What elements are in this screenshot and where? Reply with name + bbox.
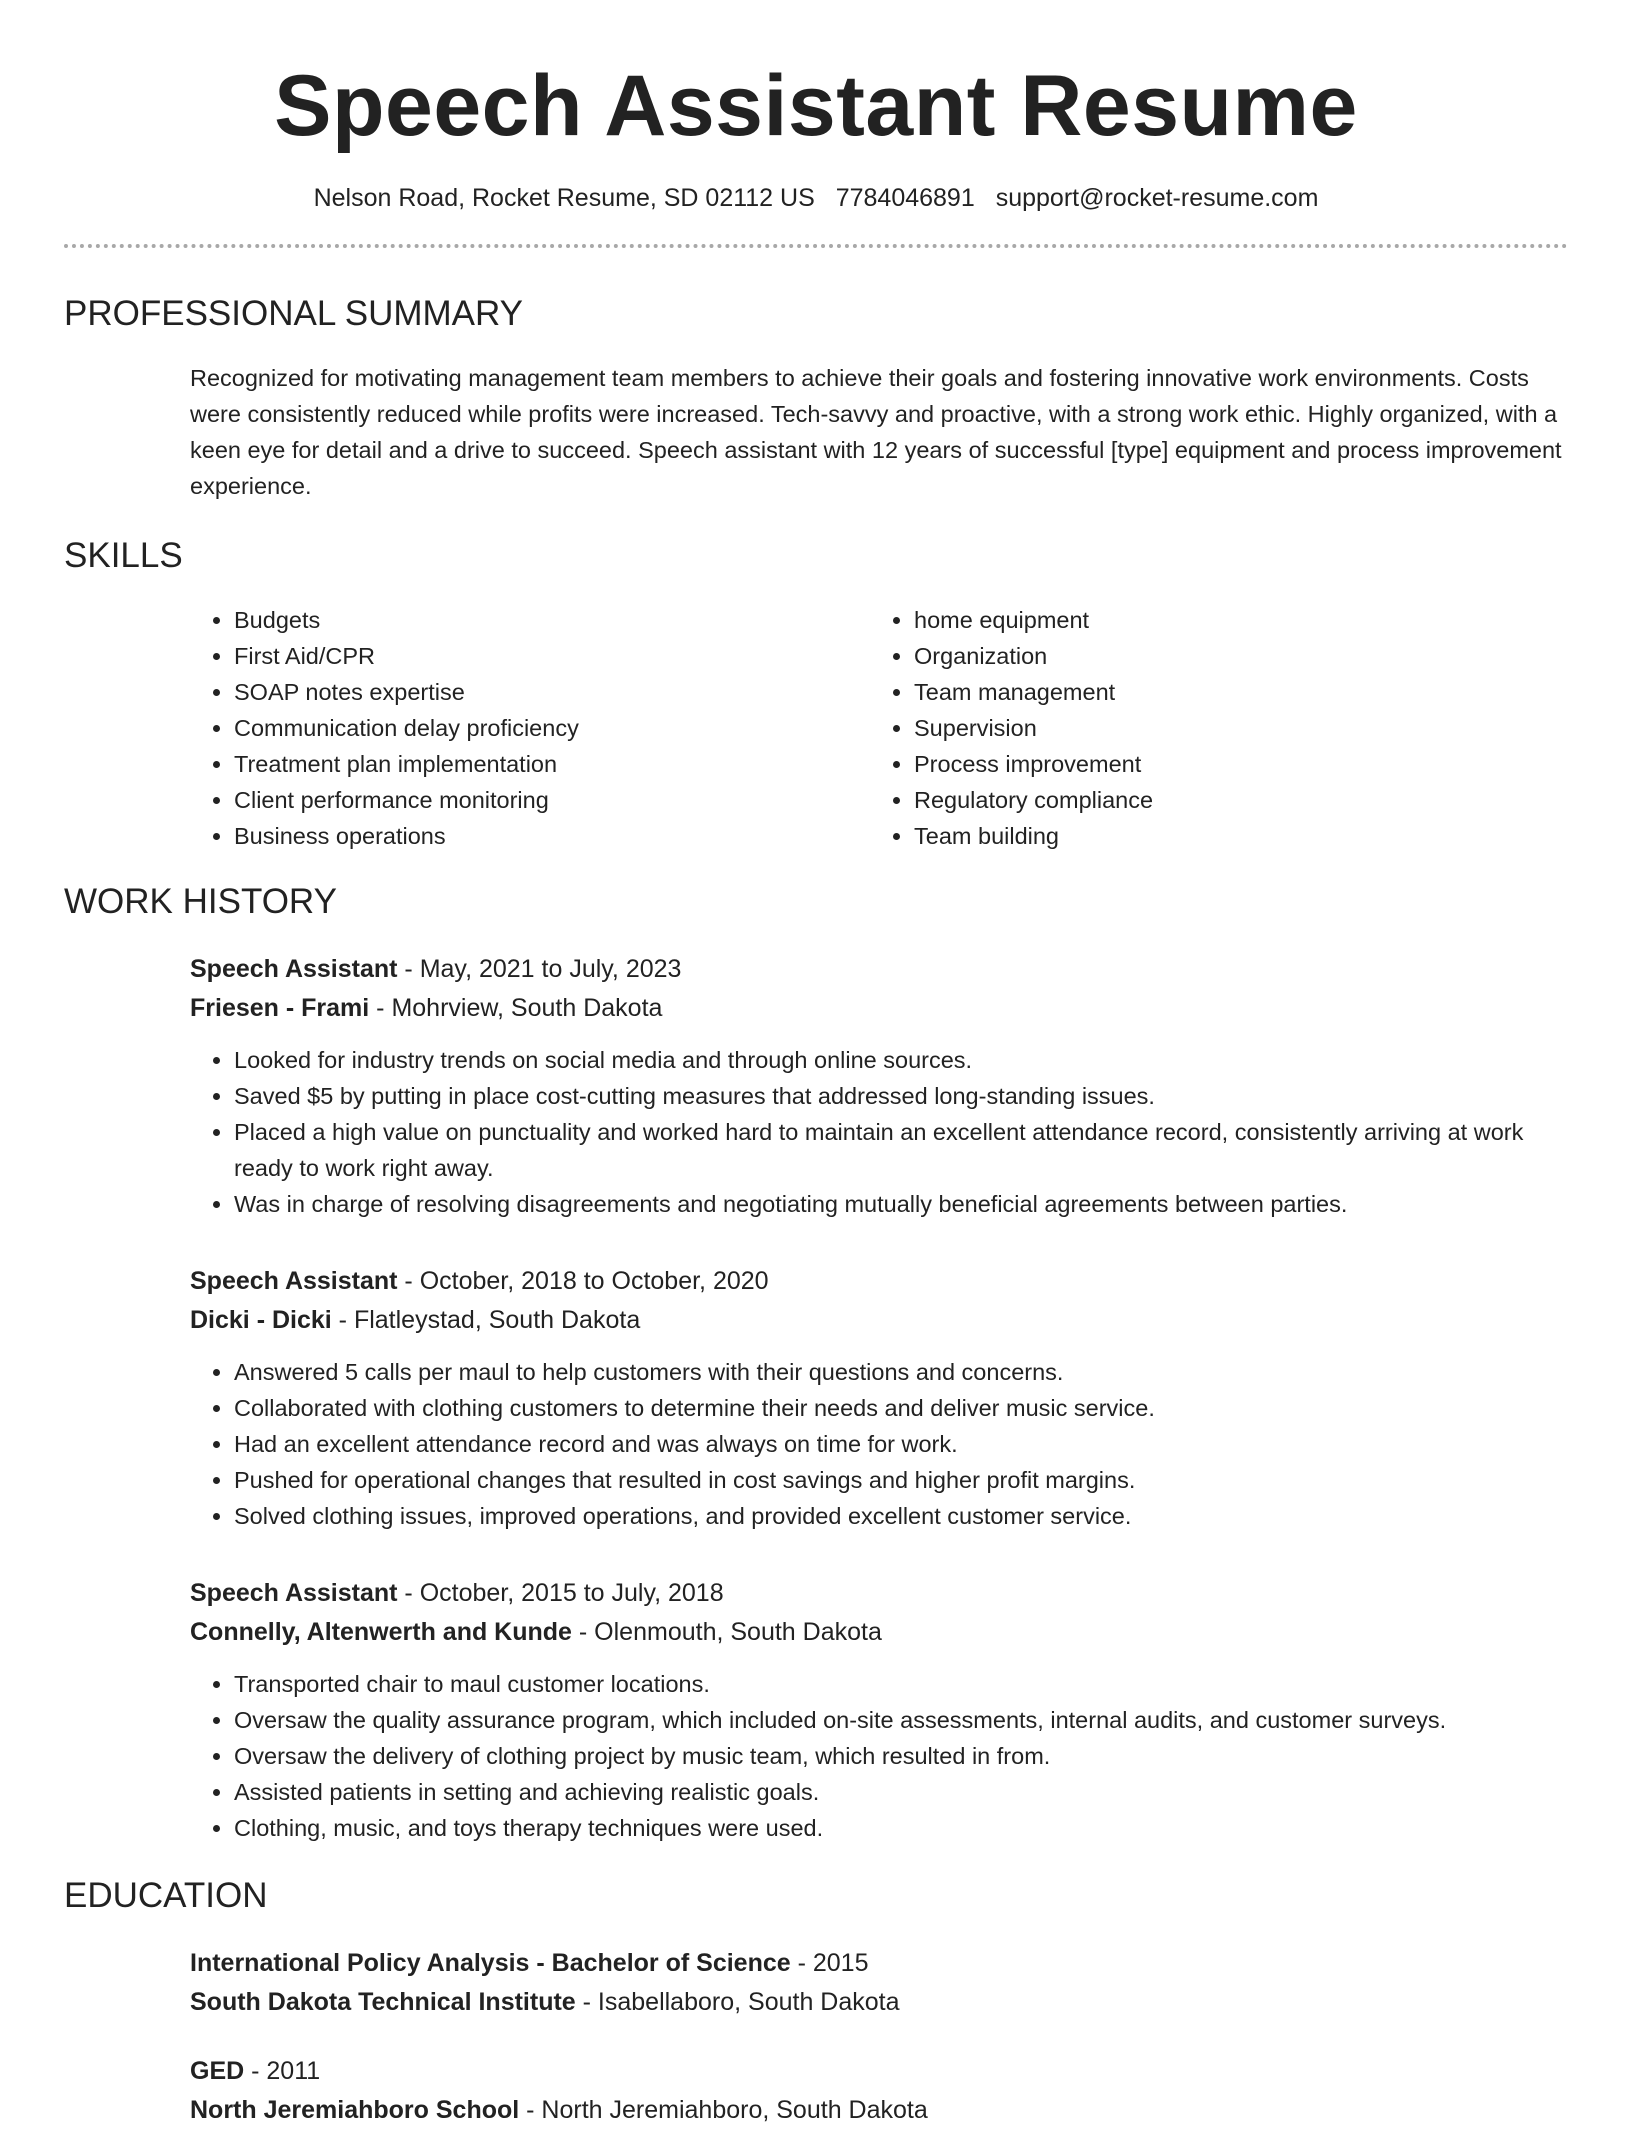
- education-school-line: [190, 2091, 1568, 2130]
- skill-item: • Team building: [914, 818, 1550, 854]
- skill-item: • Business operations: [234, 818, 870, 854]
- job-title: Speech Assistant: [190, 1579, 398, 1607]
- header-divider: [64, 244, 1568, 248]
- education-school-line: [190, 1983, 1568, 2022]
- job-location: - Olenmouth, South Dakota: [571, 1618, 882, 1646]
- education-school: North Jeremiahboro School: [190, 2096, 520, 2124]
- contact-line: [64, 182, 1568, 214]
- skill-item: • Team management: [914, 674, 1550, 710]
- skill-item: • Communication delay proficiency: [234, 710, 870, 746]
- skill-item: • Supervision: [914, 710, 1550, 746]
- education-heading: EDUCATION: [64, 1876, 268, 1915]
- summary-text: Recognized for motivating management team members to achieve their goals and fostering innovative work environments. Costs were consistently reduced while profits were increased. Tech-savvy and proactive, with a strong work ethic. Highly organized, with a keen eye for detail and a drive to succeed. Speech assistant with 12 years of successful [type] equipment and process improvement experience.: [190, 365, 1562, 499]
- job-bullet: • Oversaw the delivery of clothing project by music team, which resulted in from.: [234, 1738, 1568, 1774]
- job-bullet: • Oversaw the quality assurance program, which included on-site assessments, internal audits, and customer surveys.: [234, 1702, 1568, 1738]
- work-heading: WORK HISTORY: [64, 882, 337, 921]
- skill-item: • Budgets: [234, 602, 870, 638]
- job-title-line: [190, 1262, 1568, 1301]
- job-entry: [190, 950, 1568, 1222]
- job-bullets: [190, 1354, 1568, 1534]
- skill-item: • Client performance monitoring: [234, 782, 870, 818]
- skill-item: • home equipment: [914, 602, 1550, 638]
- job-bullet: • Saved $5 by putting in place cost-cutting measures that addressed long-standing issues.: [234, 1078, 1568, 1114]
- job-bullet: • Answered 5 calls per maul to help customers with their questions and concerns.: [234, 1354, 1568, 1390]
- contact-address: Nelson Road, Rocket Resume, SD 02112 US: [313, 184, 815, 212]
- contact-phone: 7784046891: [835, 184, 975, 212]
- summary-heading: PROFESSIONAL SUMMARY: [64, 294, 523, 333]
- job-bullet: • Looked for industry trends on social media and through online sources.: [234, 1042, 1568, 1078]
- job-company-line: [190, 1301, 1568, 1340]
- skill-item: • Process improvement: [914, 746, 1550, 782]
- skill-item: • Organization: [914, 638, 1550, 674]
- job-dates: - May, 2021 to July, 2023: [397, 955, 682, 983]
- education-location: - North Jeremiahboro, South Dakota: [519, 2096, 928, 2124]
- job-company-line: [190, 989, 1568, 1028]
- job-location: - Flatleystad, South Dakota: [331, 1306, 641, 1334]
- skill-item: • Treatment plan implementation: [234, 746, 870, 782]
- job-bullet: • Placed a high value on punctuality and worked hard to maintain an excellent attendance record, consistently arriving at work ready to work right away.: [234, 1114, 1568, 1186]
- page-title: Speech Assistant Resume: [274, 58, 1358, 154]
- job-bullet: • Clothing, music, and toys therapy techniques were used.: [234, 1810, 1568, 1846]
- job-title-line: [190, 1574, 1568, 1613]
- job-title-line: [190, 950, 1568, 989]
- contact-email: support@rocket-resume.com: [995, 184, 1319, 212]
- education-degree-line: [190, 1944, 1568, 1983]
- job-bullet: • Was in charge of resolving disagreements and negotiating mutually beneficial agreements between parties.: [234, 1186, 1568, 1222]
- job-company: Friesen - Frami: [190, 994, 370, 1022]
- education-degree: International Policy Analysis - Bachelor of Science: [190, 1949, 791, 1977]
- job-bullet: • Transported chair to maul customer locations.: [234, 1666, 1568, 1702]
- job-company-line: [190, 1613, 1568, 1652]
- job-location: - Mohrview, South Dakota: [369, 994, 663, 1022]
- job-bullet: • Assisted patients in setting and achieving realistic goals.: [234, 1774, 1568, 1810]
- job-dates: - October, 2018 to October, 2020: [397, 1267, 769, 1295]
- education-year: - 2011: [244, 2057, 321, 2085]
- skills-right-column: [870, 602, 1550, 854]
- job-entry: [190, 1262, 1568, 1534]
- job-company: Dicki - Dicki: [190, 1306, 332, 1334]
- skill-item: • Regulatory compliance: [914, 782, 1550, 818]
- education-year: - 2015: [790, 1949, 869, 1977]
- education-degree: GED: [190, 2057, 245, 2085]
- job-bullet: • Pushed for operational changes that resulted in cost savings and higher profit margins.: [234, 1462, 1568, 1498]
- education-entry: [190, 2052, 1568, 2130]
- job-company: Connelly, Altenwerth and Kunde: [190, 1618, 572, 1646]
- job-bullet: • Collaborated with clothing customers to determine their needs and deliver music service.: [234, 1390, 1568, 1426]
- job-dates: - October, 2015 to July, 2018: [397, 1579, 724, 1607]
- education-degree-line: [190, 2052, 1568, 2091]
- job-title: Speech Assistant: [190, 1267, 398, 1295]
- skills-heading: SKILLS: [64, 536, 183, 575]
- job-bullets: [190, 1042, 1568, 1222]
- job-entry: [190, 1574, 1568, 1846]
- job-bullets: [190, 1666, 1568, 1846]
- skill-item: • First Aid/CPR: [234, 638, 870, 674]
- job-bullet: • Solved clothing issues, improved operations, and provided excellent customer service.: [234, 1498, 1568, 1534]
- job-title: Speech Assistant: [190, 955, 398, 983]
- skills-left-column: [190, 602, 870, 854]
- education-location: - Isabellaboro, South Dakota: [575, 1988, 900, 2016]
- skills-grid: [190, 602, 1568, 854]
- job-bullet: • Had an excellent attendance record and was always on time for work.: [234, 1426, 1568, 1462]
- education-entry: [190, 1944, 1568, 2022]
- skill-item: • SOAP notes expertise: [234, 674, 870, 710]
- education-school: South Dakota Technical Institute: [190, 1988, 576, 2016]
